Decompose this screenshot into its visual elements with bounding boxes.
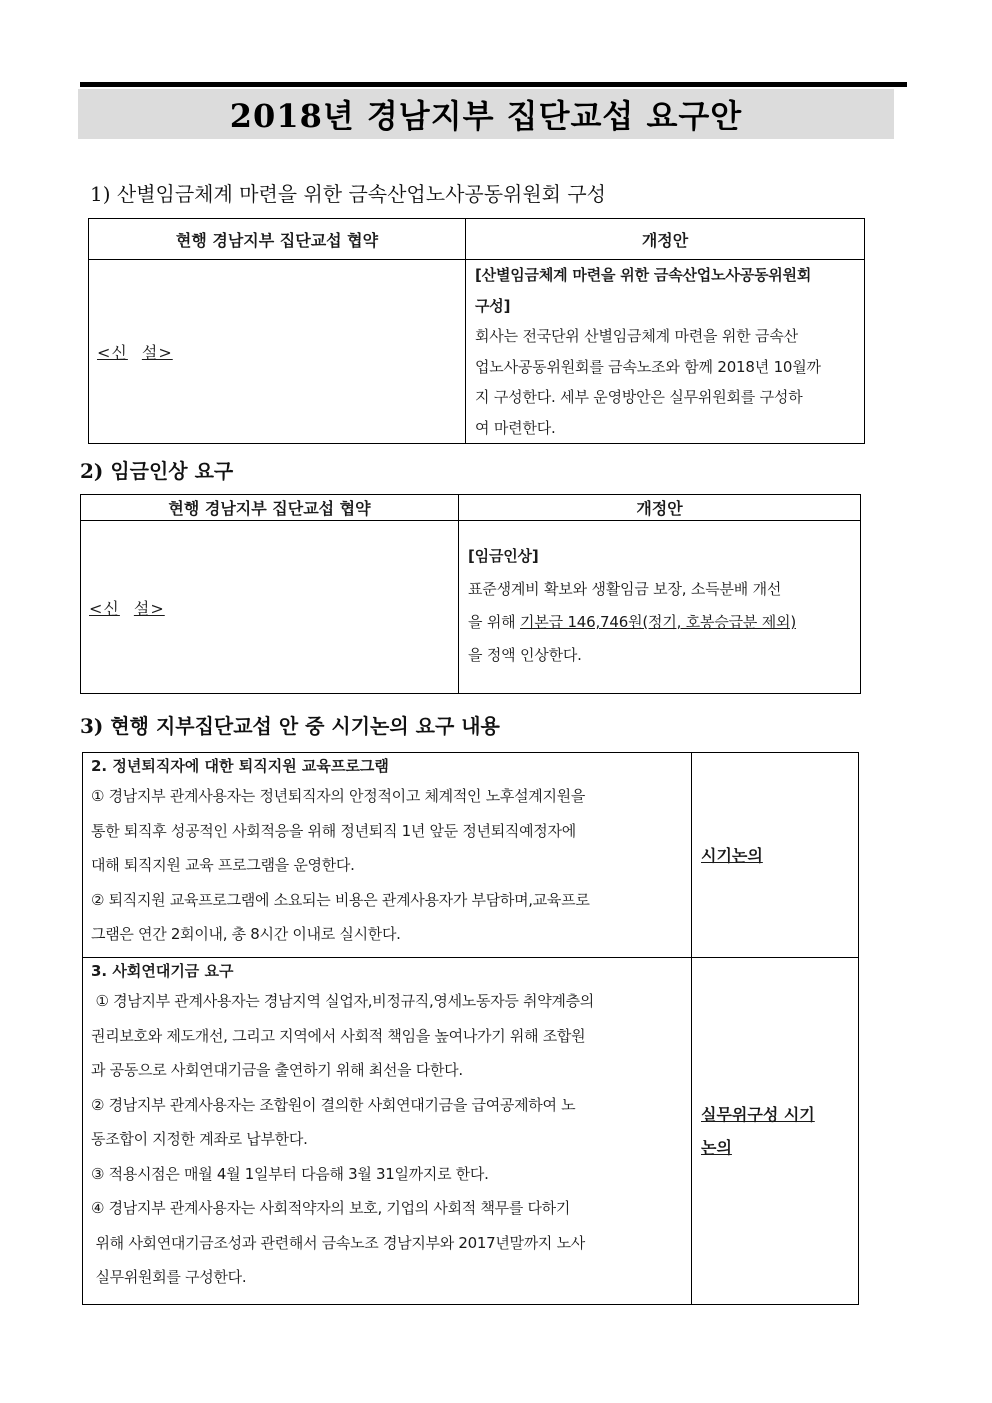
item-line: 동조합이 지정한 계좌로 납부한다. [91,1130,308,1148]
section1-current-cell [89,260,466,444]
title-top-rule [80,82,907,87]
section2-revision-line: 을 정액 인상한다. [468,646,582,664]
status-note: 시기논의 [701,845,763,865]
section2-col-current: 현행 경남지부 집단교섭 협약 [81,495,459,521]
item-line: ① 경남지부 관계사용자는 경남지역 실업자,비정규직,영세노동자등 취약계층의 [91,992,594,1010]
item-line: 실무위원회를 구성한다. [91,1268,247,1286]
section1-revision-line: 업노사공동위원회를 금속노조와 함께 2018년 10월까 [475,357,821,376]
item-line: 그램은 연간 2회이내, 총 8시간 이내로 실시한다. [91,925,401,943]
item-line: ① 경남지부 관계사용자는 정년퇴직자의 안정적이고 체계적인 노후설계지원을 [91,787,586,805]
section2-current-cell [81,521,459,694]
section3-heading: 3) 현행 지부집단교섭 안 중 시기논의 요구 내용 [80,714,500,738]
item-line: 통한 퇴직후 성공적인 사회적응을 위해 정년퇴직 1년 앞둔 정년퇴직예정자에 [91,821,576,840]
section2-revision-title: [임금인상] [468,547,539,565]
section1-new-provision: <신 설> [97,343,173,362]
section3-note-cell [692,958,859,1305]
section3-item-retirement [83,753,692,958]
item-line: ③ 적용시점은 매월 4월 1일부터 다음해 3월 31일까지로 한다. [91,1164,489,1183]
section1-heading: 1) 산별임금체계 마련을 위한 금속산업노사공동위원회 구성 [90,182,606,206]
item-line: ② 퇴직지원 교육프로그램에 소요되는 비용은 관계사용자가 부담하며,교육프로 [91,890,590,909]
item-line: 권리보호와 제도개선, 그리고 지역에서 사회적 책임을 높여나가기 위해 조합원 [91,1026,586,1045]
document-title: 2018년 경남지부 집단교섭 요구안 [78,89,894,139]
item-line: 위해 사회연대기금조성과 관련해서 금속노조 경남지부와 2017년말까지 노사 [91,1233,585,1252]
section2-revision-line: 표준생계비 확보와 생활임금 보장, 소득분배 개선 [468,580,782,598]
section2-new-provision: <신 설> [89,598,165,618]
section1-revision-line: 회사는 전국단위 산별임금체계 마련을 위한 금속산 [475,327,798,345]
section2-revision-cell [459,521,861,694]
item-title: 2. 정년퇴직자에 대한 퇴직지원 교육프로그램 [91,757,389,775]
item-line: 대해 퇴직지원 교육 프로그램을 운영한다. [91,856,355,874]
item-line: ② 경남지부 관계사용자는 조합원이 결의한 사회연대기금을 급여공제하여 노 [91,1095,576,1114]
status-note-cont: 논의 [701,1138,732,1157]
section1-revision-line: 여 마련한다. [475,418,556,437]
base-pay-increase: 기본급 146,746원(정기, 호봉승급분 제외) [520,613,796,631]
section3-item-solidarity-fund [83,958,692,1305]
section1-revision-line: 지 구성한다. 세부 운영방안은 실무위원회를 구성하 [475,388,803,406]
section2-table [80,494,861,694]
section1-revision-cell [466,260,865,444]
section2-revision-line: 을 위해 기본급 146,746원(정기, 호봉승급분 제외) [468,613,796,631]
section1-col-current: 현행 경남지부 집단교섭 협약 [89,219,466,260]
section1-revision-title: [산별임금체계 마련을 위한 금속산업노사공동위원회 [475,266,812,284]
section1-col-revision: 개정안 [466,219,865,260]
item-line: 과 공동으로 사회연대기금을 출연하기 위해 최선을 다한다. [91,1061,463,1079]
status-note: 실무위구성 시기 [701,1105,815,1124]
section3-table [82,752,859,1305]
section3-note-cell [692,753,859,958]
section2-heading: 2) 임금인상 요구 [80,459,234,483]
item-title: 3. 사회연대기금 요구 [91,962,234,980]
section1-table [88,218,865,444]
section2-col-revision: 개정안 [459,495,861,521]
section1-revision-title-cont: 구성] [475,296,511,315]
item-line: ④ 경남지부 관계사용자는 사회적약자의 보호, 기업의 사회적 책무를 다하기 [91,1199,571,1217]
